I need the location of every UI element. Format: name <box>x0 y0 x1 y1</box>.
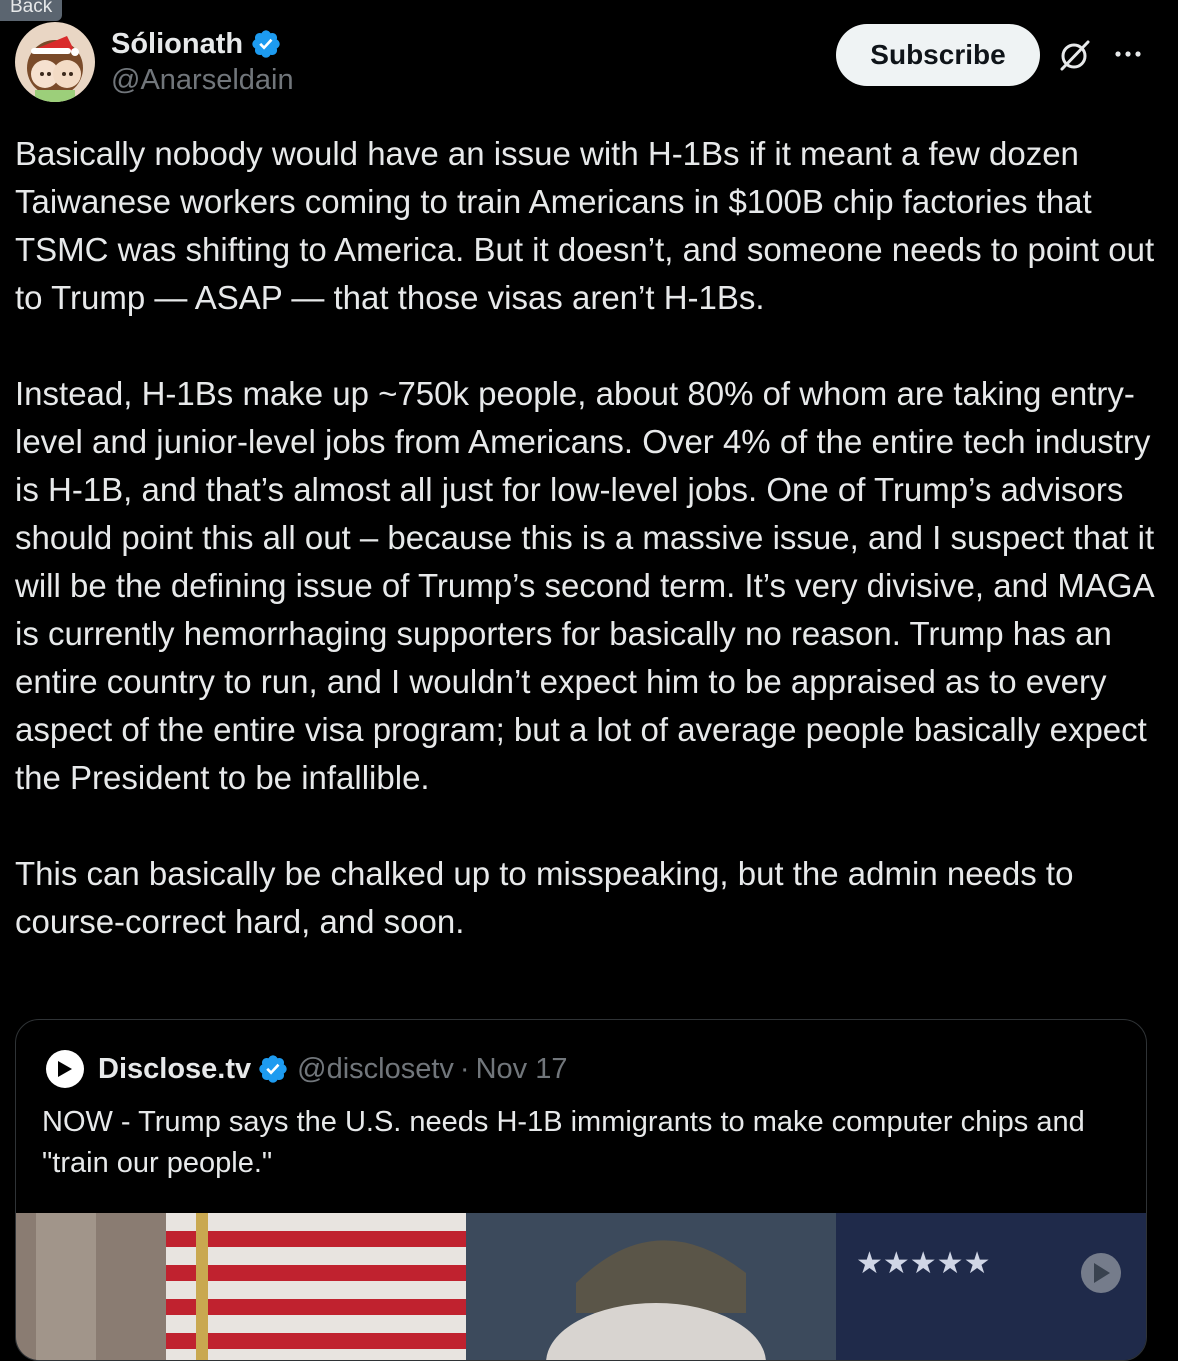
author-display-name[interactable]: Sólionath <box>111 27 244 60</box>
more-icon[interactable] <box>1112 40 1144 68</box>
svg-text:★★★★★: ★★★★★ <box>856 1246 991 1281</box>
subscribe-button[interactable]: Subscribe <box>836 24 1040 86</box>
quoted-handle[interactable]: @disclosetv <box>297 1052 454 1085</box>
verified-badge-icon <box>250 28 282 60</box>
quoted-date[interactable]: Nov 17 <box>475 1052 568 1085</box>
disclose-logo-icon <box>46 1050 84 1088</box>
quoted-display-name[interactable]: Disclose.tv <box>98 1052 252 1085</box>
quoted-verified-badge-icon <box>257 1053 289 1085</box>
quoted-tweet-text: NOW - Trump says the U.S. needs H-1B immigrants to make computer chips and "train our people." <box>42 1106 1085 1179</box>
quoted-tweet-card[interactable] <box>15 1019 1147 1361</box>
media-watermark-icon <box>1081 1253 1121 1293</box>
back-tooltip[interactable]: Back <box>0 0 62 21</box>
grok-icon[interactable] <box>1058 38 1092 72</box>
quoted-media-image[interactable] <box>16 1213 1146 1360</box>
avatar-image <box>15 22 95 102</box>
author-block <box>111 24 294 97</box>
quoted-tweet-header <box>46 1050 567 1088</box>
quoted-separator: · <box>459 1052 470 1085</box>
author-handle[interactable]: @Anarseldain <box>111 64 294 96</box>
avatar[interactable] <box>15 22 95 102</box>
tweet-text: Basically nobody would have an issue with H-1Bs if it meant a few dozen Taiwanese workers coming to train Americans in $100B chip factories that TSMC was shifting to America. But it doesn’t, and someone needs to point out to Trump — ASAP — that those visas aren’t H-1Bs. Instead, H-1Bs make up ~750k people, about 80% of whom are taking entry-level and junior-level jobs from Americans. Over 4% of the entire tech industry is H-1B, and that’s almost all just for low-level jobs. One of Trump’s advisors should point this all out – because this is a massive issue, and I suspect that it will be the defining issue of Trump’s second term. It’s very divisive, and MAGA is currently hemorrhaging supporters for basically no reason. Trump has an entire country to run, and I wouldn’t expect him to be appraised as to every aspect of the entire visa program; but a lot of average people basically expect the President to be infallible. This can basically be chalked up to misspeaking, but the admin needs to course-correct hard, and soon. <box>15 135 1155 940</box>
